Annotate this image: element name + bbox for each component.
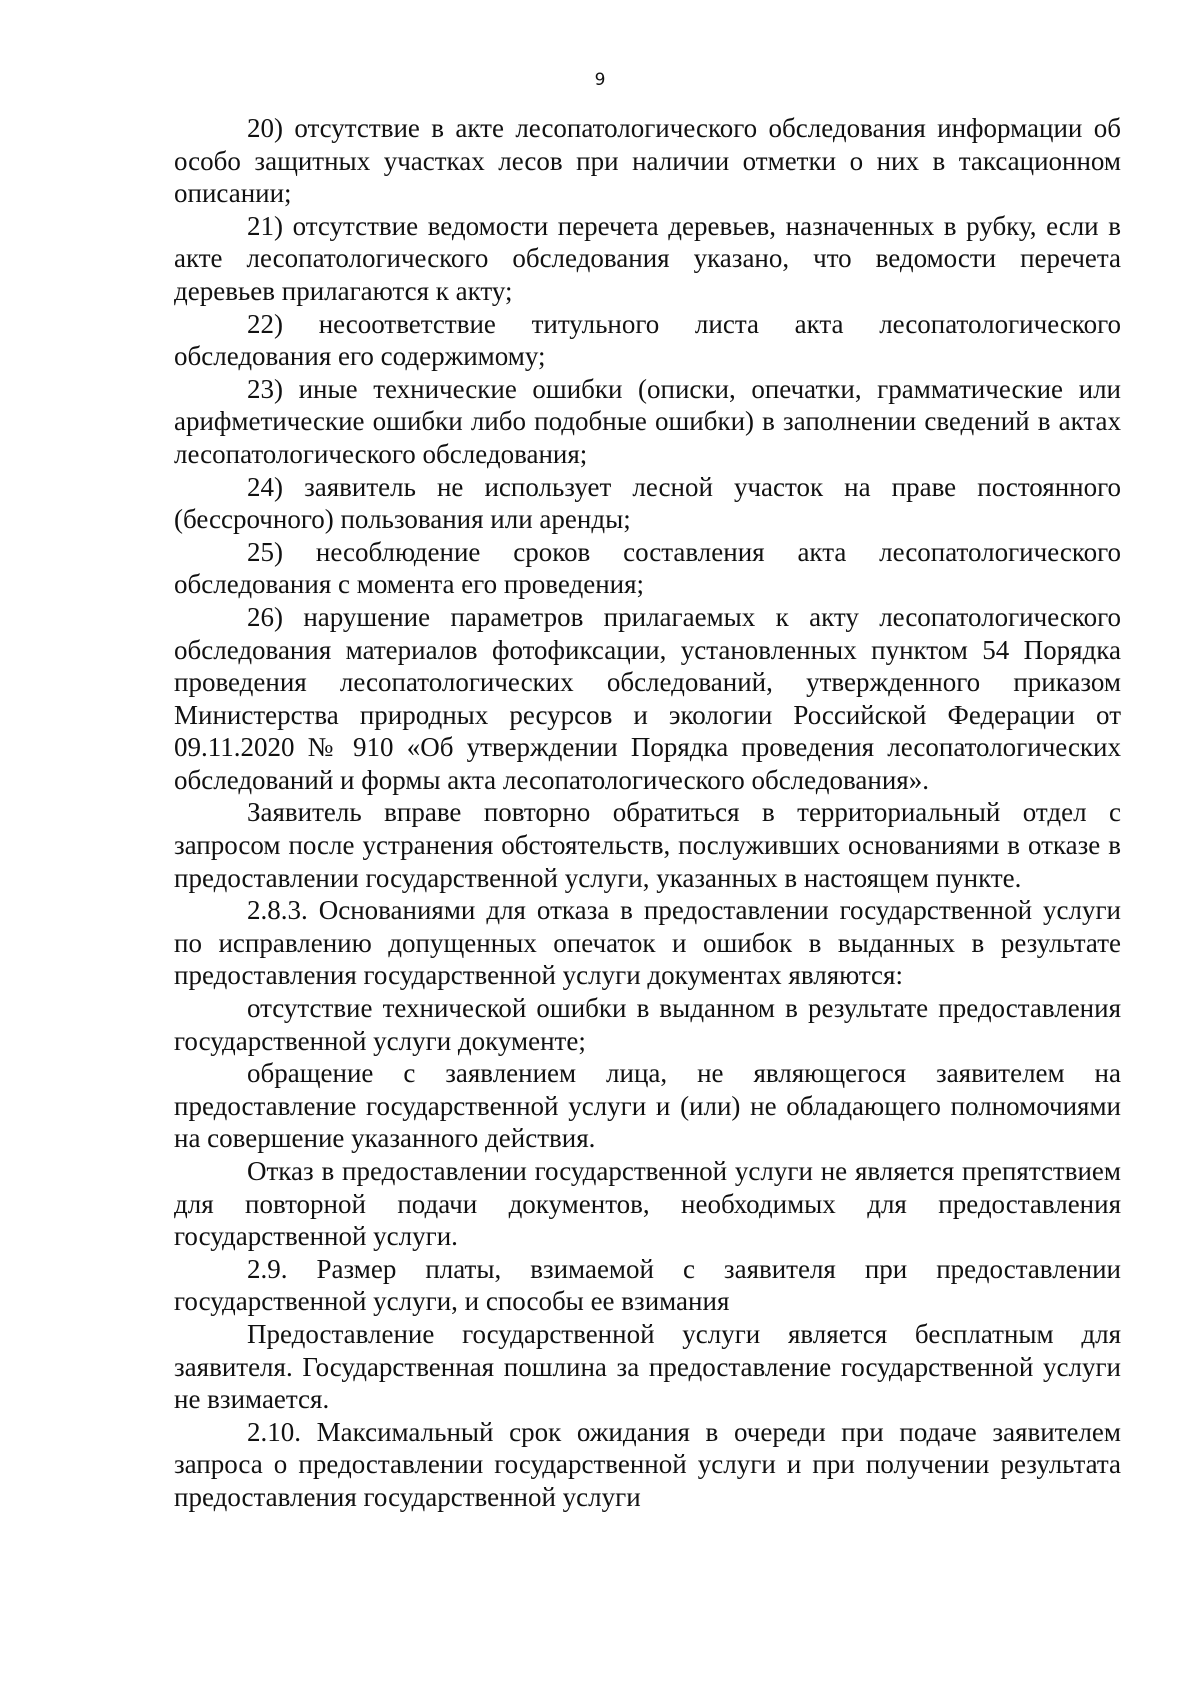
document-body [174, 112, 1121, 1514]
paragraph-non-applicant-request: обращение с заявлением лица, не являющегося заявителем на предоставление государственной услуги и (или) не обладающего полномочиями на совершение указанного действия. [174, 1058, 1121, 1154]
paragraph-free-of-charge: Предоставление государственной услуги является бесплатным для заявителя. Государственная пошлина за предоставление государственной услуги не взимается. [174, 1318, 1121, 1415]
paragraph-item-21: 21) отсутствие ведомости перечета деревьев, назначенных в рубку, если в акте лесопатологического обследования указано, что ведомости перечета деревьев прилагаются к акту; [174, 210, 1121, 306]
paragraph-reapply: Заявитель вправе повторно обратиться в территориальный отдел с запросом после устранения обстоятельств, послуживших основаниями в отказе в предоставлении государственной услуги, указанных в настоящем пункте. [174, 797, 1121, 893]
paragraph-no-technical-error: отсутствие технической ошибки в выданном в результате предоставления государственной услуги документе; [174, 993, 1121, 1056]
paragraph-item-24: 24) заявитель не использует лесной участок на праве постоянного (бессрочного) пользования или аренды; [174, 471, 1121, 535]
paragraph-section-2-9: 2.9. Размер платы, взимаемой с заявителя при предоставлении государственной услуги, и способы ее взимания [174, 1253, 1121, 1317]
paragraph-item-22: 22) несоответствие титульного листа акта лесопатологического обследования его содержимому; [174, 308, 1121, 372]
paragraph-section-2-8-3: 2.8.3. Основаниями для отказа в предоставлении государственной услуги по исправлению допущенных опечаток и ошибок в выданных в результате предоставления государственной услуги документах являются: [174, 895, 1121, 991]
paragraph-item-23: 23) иные технические ошибки (описки, опечатки, грамматические или арифметические ошибки либо подобные ошибки) в заполнении сведений в актах лесопатологического обследования; [174, 373, 1121, 469]
paragraph-item-25: 25) несоблюдение сроков составления акта лесопатологического обследования с момента его проведения; [174, 536, 1121, 600]
paragraph-item-26: 26) нарушение параметров прилагаемых к акту лесопатологического обследования материалов фотофиксации, установленных пунктом 54 Порядка проведения лесопатологических обследований, утвержденного приказом Министерства природных ресурсов и экологии Российской Федерации от 09.11.2020 № 910 «Об утверждении Порядка проведения лесопатологических обследований и формы акта лесопатологического обследования». [174, 601, 1121, 795]
paragraph-item-20: 20) отсутствие в акте лесопатологического обследования информации об особо защитных участках лесов при наличии отметки о них в таксационном описании; [174, 113, 1121, 209]
page-number: 9 [594, 70, 606, 90]
paragraph-refusal-not-obstacle: Отказ в предоставлении государственной услуги не является препятствием для повторной подачи документов, необходимых для предоставления государственной услуги. [174, 1156, 1121, 1252]
paragraph-section-2-10: 2.10. Максимальный срок ожидания в очереди при подаче заявителем запроса о предоставлении государственной услуги и при получении результата предоставления государственной услуги [174, 1416, 1121, 1512]
